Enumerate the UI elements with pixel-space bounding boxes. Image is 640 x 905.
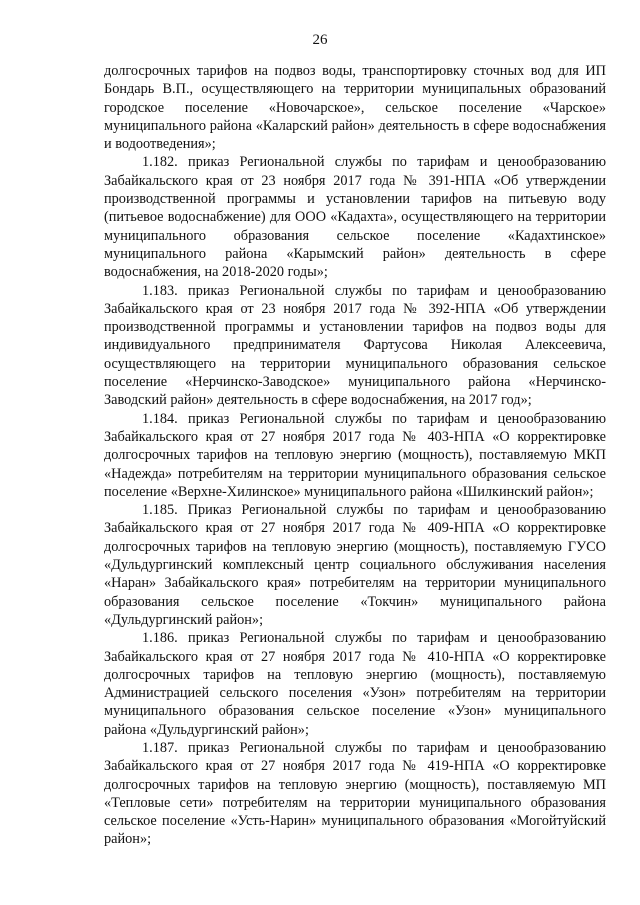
paragraph-item-1-183: 1.183. приказ Региональной службы по тарифам и ценообразованию Забайкальского края от 23 ноября 2017 года № 392-НПА «Об утверждении производственной программы и установлении тарифов на подвоз воды для индивидуального предпринимателя Фартусова Николая Алексеевича, осуществляющего на территории муниципального образования сельское поселение «Нерчинско-Заводское» муниципального района «Нерчинско-Заводский район» деятельность в сфере водоснабжения, на 2017 год»; [104, 282, 606, 409]
paragraph-item-1-187: 1.187. приказ Региональной службы по тарифам и ценообразованию Забайкальского края от 27 ноября 2017 года № 419-НПА «О корректировке долгосрочных тарифов на тепловую энергию (мощность), поставляемую МП «Тепловые сети» потребителям на территории муниципального образования сельское поселение «Усть-Нарин» муниципального образования «Могойтуйский район»; [104, 739, 606, 848]
paragraph-item-1-185: 1.185. Приказ Региональной службы по тарифам и ценообразованию Забайкальского края от 27 ноября 2017 года № 409-НПА «О корректировке долгосрочных тарифов на тепловую энергию (мощность), поставляемую ГУСО «Дульдургинский комплексный центр социального обслуживания населения «Наран» Забайкальского края» потребителям на территории муниципального образования сельское поселение «Токчин» муниципального района «Дульдургинский район»; [104, 502, 606, 628]
paragraph-continuation: долгосрочных тарифов на подвоз воды, транспортировку сточных вод для ИП Бондарь В.П., осуществляющего на территории муниципальных образований городское поселение «Новочарское», сельское поселение «Чарское» муниципального района «Каларский район» деятельность в сфере водоснабжения и водоотведения»; [104, 63, 606, 153]
page-number: 26 [312, 32, 328, 48]
paragraph-item-1-182: 1.182. приказ Региональной службы по тарифам и ценообразованию Забайкальского края от 23 ноября 2017 года № 391-НПА «Об утверждении производственной программы и установлении тарифов на питьевую воду (питьевое водоснабжение) для ООО «Кадахта», осуществляющего на территории муниципального образования сельское поселение «Кадахтинское» муниципального района «Карымский район» деятельность в сфере водоснабжения, на 2018-2020 годы»; [104, 154, 606, 281]
document-body [104, 62, 606, 849]
paragraph-item-1-184: 1.184. приказ Региональной службы по тарифам и ценообразованию Забайкальского края от 27 ноября 2017 года № 403-НПА «О корректировке долгосрочных тарифов на тепловую энергию (мощность), поставляемую МКП «Надежда» потребителям на территории муниципального образования сельское поселение «Верхне-Хилинское» муниципального района «Шилкинский район»; [104, 410, 606, 500]
paragraph-item-1-186: 1.186. приказ Региональной службы по тарифам и ценообразованию Забайкальского края от 27 ноября 2017 года № 410-НПА «О корректировке долгосрочных тарифов на тепловую энергию (мощность), поставляемую Администрацией сельского поселения «Узон» потребителям на территории муниципального образования сельское поселение «Узон» муниципального района «Дульдургинский район»; [104, 630, 606, 738]
